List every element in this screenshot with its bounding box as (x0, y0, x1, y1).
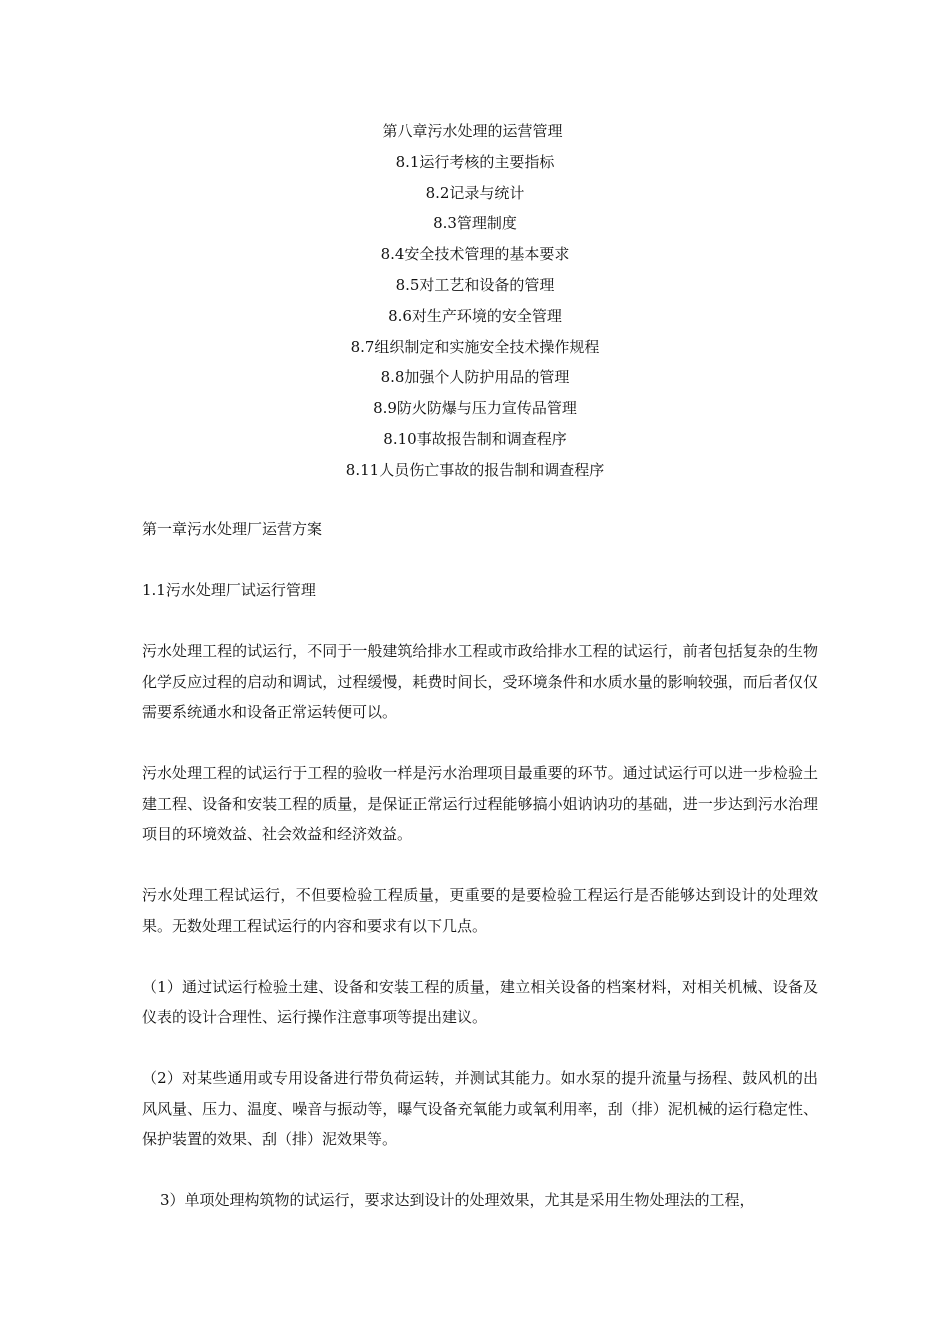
toc-item: 8.11人员伤亡事故的报告制和调查程序 (345, 460, 605, 479)
toc-item: 8.2记录与统计 (425, 183, 525, 202)
section-title: 1.1污水处理厂试运行管理 (142, 581, 316, 599)
toc-item: 8.1运行考核的主要指标 (395, 152, 555, 171)
body-paragraph: 污水处理工程的试运行于工程的验收一样是污水治理项目最重要的环节。通过试运行可以进一步检验土建工程、设备和安装工程的质量，是保证正常运行过程能够搞小姐讷讷功的基础，进一步达到污水治理项目的环境效益、社会效益和经济效益。 (142, 764, 818, 843)
chapter-title: 第一章污水处理厂运营方案 (142, 520, 323, 538)
toc-item: 8.3管理制度 (433, 214, 517, 233)
toc-item: 8.8加强个人防护用品的管理 (380, 368, 570, 387)
body-paragraph: 污水处理工程的试运行，不同于一般建筑给排水工程或市政给排水工程的试运行，前者包括复杂的生物化学反应过程的启动和调试，过程缓慢，耗费时间长，受环境条件和水质水量的影响较强，而后者仅仅需要系统通水和设备正常运转便可以。 (142, 642, 818, 721)
toc-item: 8.10事故报告制和调查程序 (383, 429, 567, 448)
body-paragraph: （1）通过试运行检验土建、设备和安装工程的质量，建立相关设备的档案材料，对相关机械、设备及仪表的设计合理性、运行操作注意事项等提出建议。 (142, 977, 818, 1026)
body-paragraph: 污水处理工程试运行，不但要检验工程质量，更重要的是要检验工程运行是否能够达到设计的处理效果。无数处理工程试运行的内容和要求有以下几点。 (142, 886, 818, 935)
toc-item: 8.6对生产环境的安全管理 (388, 306, 562, 325)
chapter-body (142, 514, 818, 1246)
toc-item: 8.9防火防爆与压力宣传品管理 (373, 399, 577, 418)
toc-item: 8.5对工艺和设备的管理 (395, 275, 555, 294)
body-paragraph: （2）对某些通用或专用设备进行带负荷运转，并测试其能力。如水泵的提升流量与扬程、鼓风机的出风风量、压力、温度、噪音与振动等，曝气设备充氧能力或氧利用率，刮（排）泥机械的运行稳定性、保护装置的效果、刮（排）泥效果等。 (142, 1069, 818, 1148)
toc-item: 8.7组织制定和实施安全技术操作规程 (350, 337, 600, 356)
table-of-contents (0, 116, 950, 486)
toc-chapter-title: 第八章污水处理的运营管理 (382, 122, 563, 140)
body-paragraph: 3）单项处理构筑物的试运行，要求达到设计的处理效果，尤其是采用生物处理法的工程， (160, 1191, 755, 1209)
toc-item: 8.4安全技术管理的基本要求 (380, 245, 570, 264)
